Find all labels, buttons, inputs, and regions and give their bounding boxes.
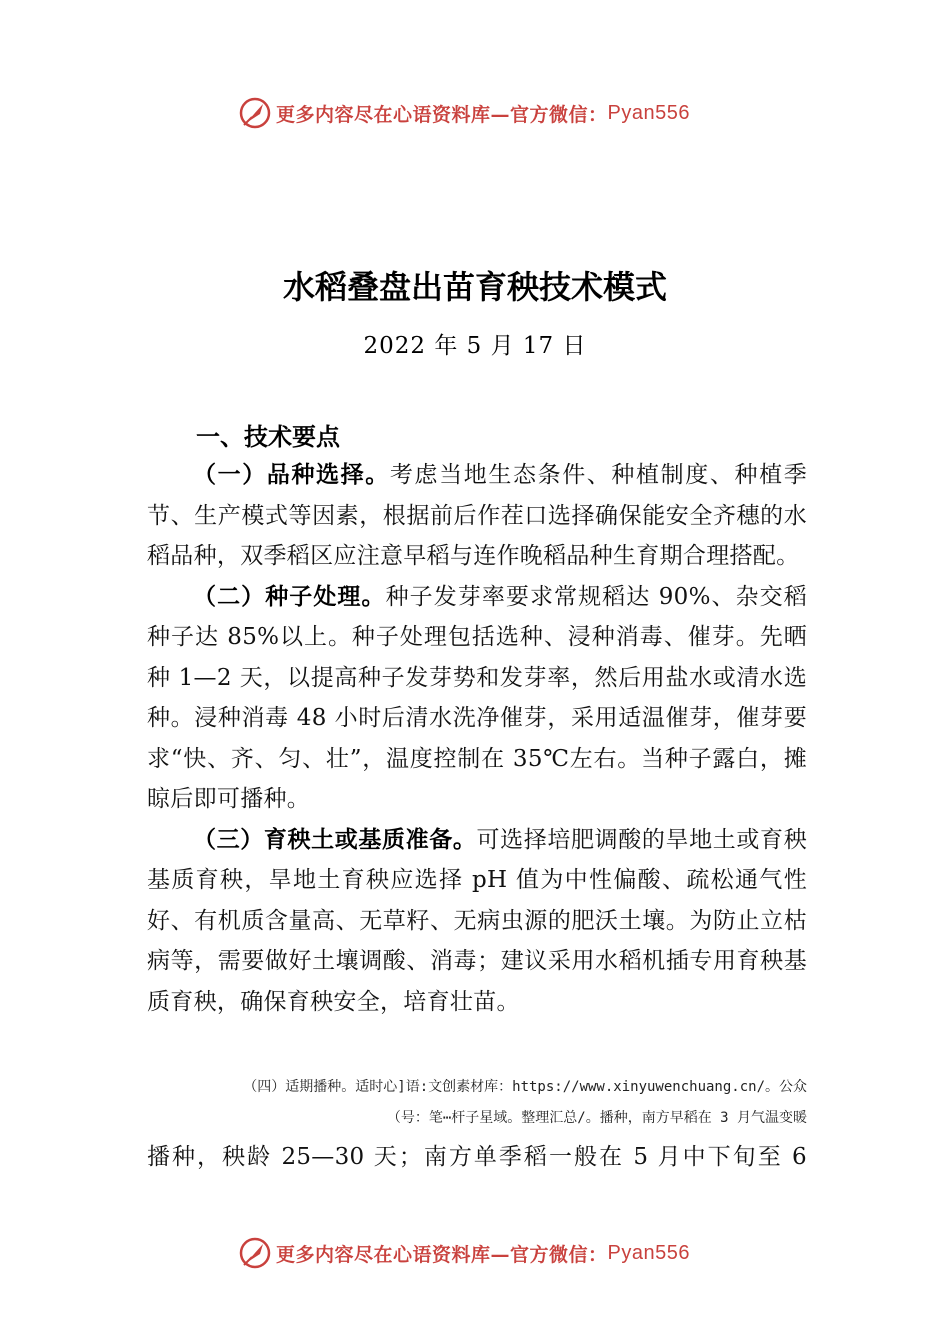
header-banner: [238, 94, 738, 132]
footer-banner: [238, 1234, 738, 1272]
banner-text: 更多内容尽在心语资料库—官方微信：: [276, 103, 608, 126]
paragraph-lead: （三）育秧土或基质准备。: [193, 826, 477, 853]
paragraph-text: 考虑当地生态条件、种植制度、种植季节、生产模式等因素，根据前后作茬口选择确保能安全齐穗的水稻品种，双季稻区应注意早稻与连作晚稻品种生育期合理搭配。: [147, 462, 807, 569]
banner-wechat-id: Pyan556: [607, 1241, 690, 1264]
small-text-line: （四）适期播种。适时心]语:文创素材库：https://www.xinyuwenchuang.cn/。公众: [243, 1079, 807, 1095]
document-date: 2022 年 5 月 17 日: [363, 333, 587, 359]
banner-wechat-id: Pyan556: [607, 101, 690, 124]
paragraph-variety-selection: [147, 455, 807, 577]
continuation-line: 播种，秧龄 25—30 天；南方单季稻一般在 5 月中下旬至 6: [147, 1144, 807, 1170]
banner-text: 更多内容尽在心语资料库—官方微信：: [276, 1243, 608, 1266]
paragraph-seed-treatment: [147, 577, 807, 820]
paragraph-text: 可选择培肥调酸的旱地土或育秧基质育秧，旱地土育秧应选择 pH 值为中性偏酸、疏松通气性好、有机质含量高、无草籽、无病虫源的肥沃土壤。为防止立枯病等，需要做好土壤调酸、消毒；建议采用水稻机插专用育秧基质育秧，确保育秧安全，培育壮苗。: [147, 826, 807, 1015]
paragraph-lead: （一）品种选择。: [193, 462, 390, 488]
small-text-line: （号：笔⋯杆子星域。整理汇总/。播种，南方早稻在 3 月气温变暖: [386, 1110, 807, 1126]
feather-logo-icon: [238, 1236, 272, 1270]
paragraph-lead: （二）种子处理。: [193, 583, 386, 610]
paragraph-block: [147, 455, 807, 1022]
feather-logo-icon: [238, 96, 272, 130]
section-heading: 一、技术要点: [196, 423, 340, 451]
paragraph-soil-preparation: [147, 820, 807, 1023]
document-title: 水稻叠盘出苗育秧技术模式: [282, 268, 667, 306]
paragraph-text: 种子发芽率要求常规稻达 90%、杂交稻种子达 85%以上。种子处理包括选种、浸种消毒、催芽。先晒种 1—2 天，以提高种子发芽势和发芽率，然后用盐水或清水选种。浸种消毒 48 小时后清水洗净催芽，采用适温催芽，催芽要求“快、齐、匀、壮”，温度控制在 35℃左右。当种子露白，摊晾后即可播种。: [147, 583, 807, 812]
